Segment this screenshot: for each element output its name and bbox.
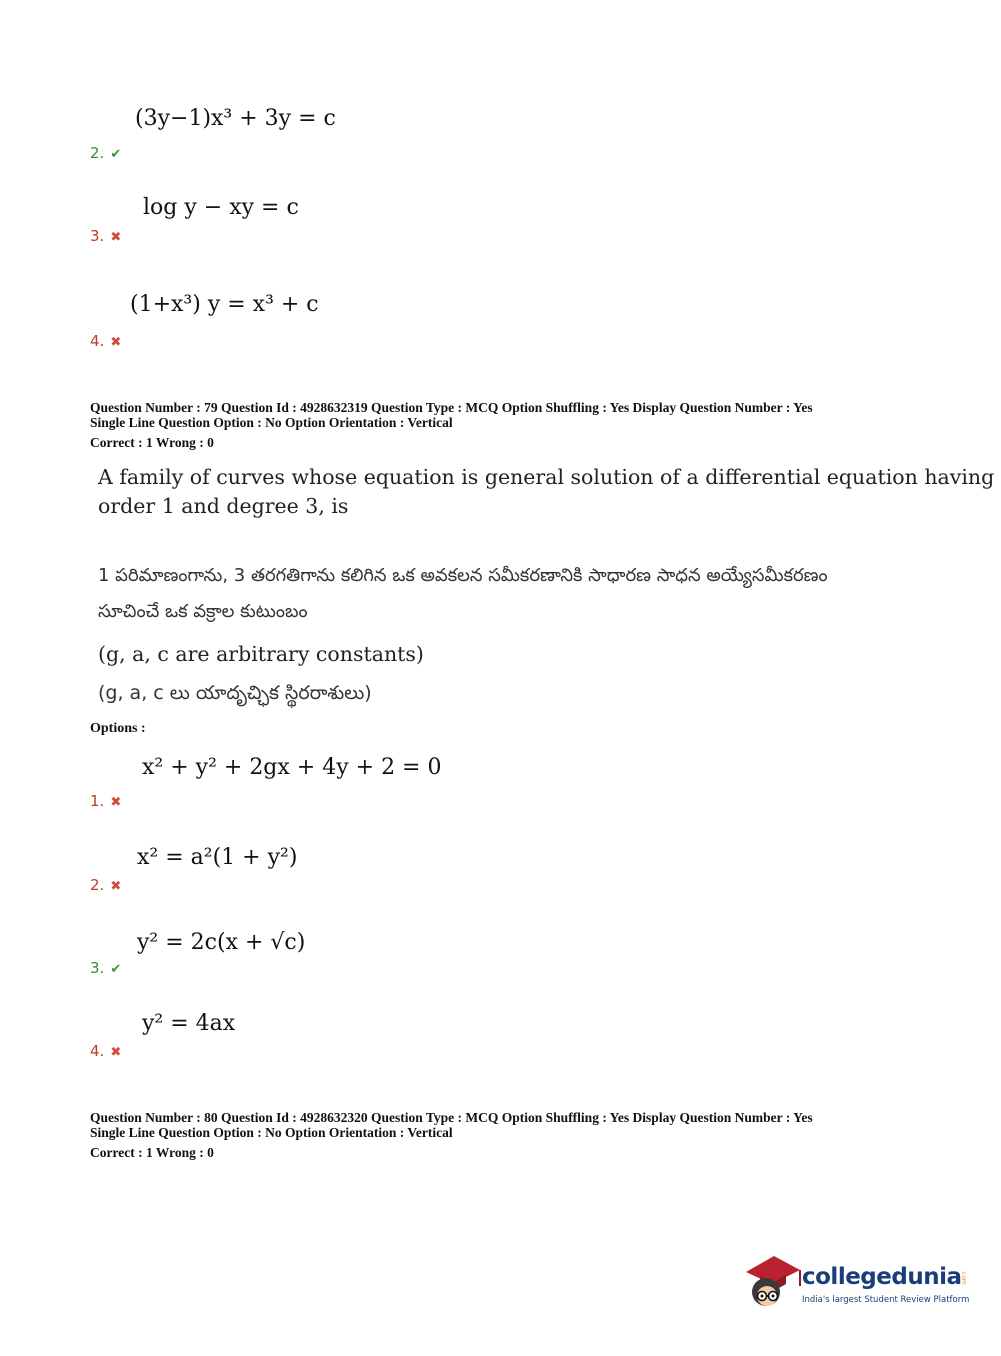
mascot-icon (742, 1250, 802, 1312)
wrong-cross-icon: ✖ (110, 879, 122, 894)
q79-option-4-equation: y² = 4ax (142, 1011, 236, 1036)
prev-option-3-number (90, 227, 121, 245)
option-number: 1. (90, 792, 105, 810)
option-number: 4. (90, 332, 105, 350)
q79-text-en-line1: A family of curves whose equation is general solution of a differential equation having (98, 465, 995, 489)
q79-option-2-equation: x² = a²(1 + y²) (137, 845, 298, 870)
q79-option-1-number (90, 792, 121, 810)
logo-tagline: India's largest Student Review Platform (802, 1295, 970, 1305)
collegedunia-logo[interactable] (742, 1250, 972, 1312)
options-label: Options : (90, 721, 146, 736)
q79-text-te-line1: 1 పరిమాణంగాను, 3 తరగతిగాను కలిగిన ఒక అవకలన సమీకరణానికి సాధారణ సాధన అయ్యేసమీకరణం (98, 565, 828, 586)
wrong-cross-icon: ✖ (110, 335, 122, 350)
q79-note-en: (g, a, c are arbitrary constants) (98, 642, 424, 666)
wrong-cross-icon: ✖ (110, 795, 122, 810)
logo-wordmark: collegedunia (802, 1264, 962, 1290)
wrong-cross-icon: ✖ (110, 230, 122, 245)
prev-option-4-number (90, 332, 121, 350)
option-number: 4. (90, 1042, 105, 1060)
option-number: 3. (90, 227, 105, 245)
option-number: 2. (90, 876, 105, 894)
logo-suffix: .com (960, 1270, 967, 1285)
prev-option-2-equation: (3y−1)x³ + 3y = c (135, 106, 336, 131)
q79-meta-line1: Question Number : 79 Question Id : 4928632319 Question Type : MCQ Option Shuffling : Yes Display Question Number : Yes (90, 400, 813, 415)
q80-meta-line2: Single Line Question Option : No Option Orientation : Vertical (90, 1125, 453, 1140)
prev-option-3-equation: log y − xy = c (143, 195, 299, 220)
q79-text-te-line2: సూచించే ఒక వక్రాల కుటుంబం (98, 601, 308, 622)
correct-check-icon: ✔ (110, 147, 122, 162)
option-number: 3. (90, 959, 105, 977)
q79-text-en-line2: order 1 and degree 3, is (98, 494, 349, 518)
prev-option-2-number (90, 144, 121, 162)
option-number: 2. (90, 144, 105, 162)
q79-option-3-number (90, 959, 121, 977)
q80-meta-line1: Question Number : 80 Question Id : 4928632320 Question Type : MCQ Option Shuffling : Yes Display Question Number : Yes (90, 1110, 813, 1125)
correct-check-icon: ✔ (110, 962, 122, 977)
q79-option-2-number (90, 876, 121, 894)
q79-option-3-equation: y² = 2c(x + √c) (137, 930, 306, 955)
q79-option-1-equation: x² + y² + 2gx + 4y + 2 = 0 (142, 755, 442, 780)
q79-note-te: (g, a, c లు యాదృచ్ఛిక స్థిరరాశులు) (98, 682, 372, 704)
q79-option-4-number (90, 1042, 121, 1060)
q79-meta-line2: Single Line Question Option : No Option Orientation : Vertical (90, 415, 453, 430)
wrong-cross-icon: ✖ (110, 1045, 122, 1060)
prev-option-4-equation: (1+x³) y = x³ + c (130, 292, 319, 317)
q80-score: Correct : 1 Wrong : 0 (90, 1145, 214, 1160)
q79-score: Correct : 1 Wrong : 0 (90, 435, 214, 450)
